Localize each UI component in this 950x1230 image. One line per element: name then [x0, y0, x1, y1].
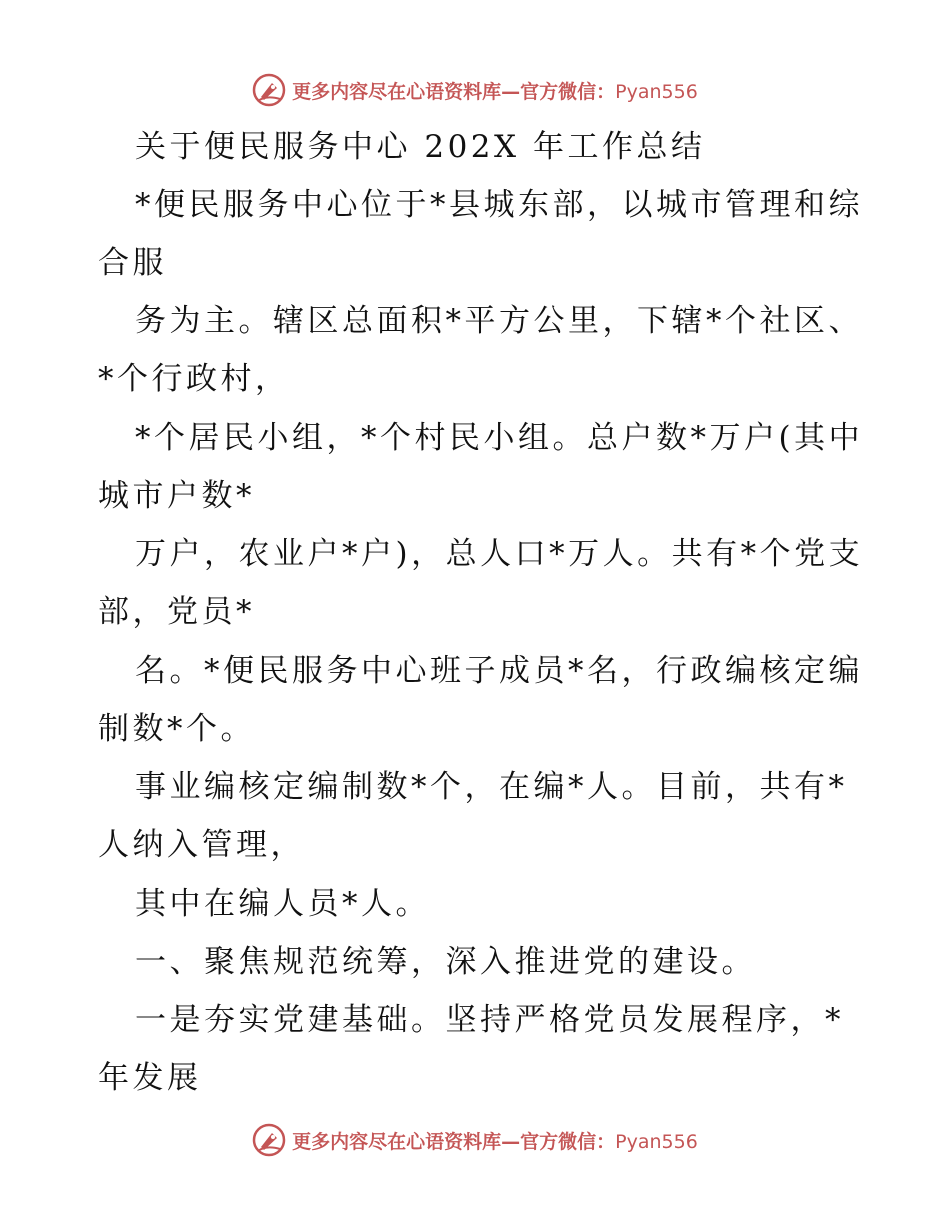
paragraph-line: *个行政村，	[98, 361, 290, 397]
paragraph-line: 合服	[98, 245, 167, 281]
paragraph-line: 人纳入管理，	[98, 827, 305, 863]
watermark-text: 更多内容尽在心语资料库—官方微信：Pyan556	[292, 80, 698, 103]
paragraph-line: 其中在编人员*人。	[135, 886, 430, 922]
watermark-text: 更多内容尽在心语资料库—官方微信：Pyan556	[292, 1130, 698, 1153]
pen-nib-logo-icon	[252, 1123, 286, 1157]
paragraph-line: 务为主。辖区总面积*平方公里，下辖*个社区、	[135, 303, 863, 339]
footer-watermark	[0, 1120, 950, 1160]
paragraph-line: 制数*个。	[98, 711, 255, 747]
paragraph-line: *个居民小组，*个村民小组。总户数*万户(其中	[135, 420, 864, 456]
paragraph-line: 一是夯实党建基础。坚持严格党员发展程序，*	[135, 1002, 844, 1038]
paragraph-line: 城市户数*	[98, 478, 255, 514]
watermark-wechat-id: Pyan556	[615, 80, 698, 103]
paragraph-line: 年发展	[98, 1060, 202, 1096]
header-watermark	[0, 70, 950, 110]
paragraph-line: 名。*便民服务中心班子成员*名，行政编核定编	[135, 653, 863, 689]
paragraph-line: 万户，农业户*户)，总人口*万人。共有*个党支	[135, 536, 864, 572]
watermark-wechat-id: Pyan556	[615, 1130, 698, 1153]
paragraph-line: 部，党员*	[98, 594, 255, 630]
section-heading: 一、聚焦规范统筹，深入推进党的建设。	[135, 944, 756, 980]
document-title: 关于便民服务中心 202X 年工作总结	[135, 129, 706, 165]
pen-nib-logo-icon	[252, 73, 286, 107]
paragraph-line: 事业编核定编制数*个，在编*人。目前，共有*	[135, 769, 848, 805]
paragraph-line: *便民服务中心位于*县城东部，以城市管理和综	[135, 187, 863, 223]
